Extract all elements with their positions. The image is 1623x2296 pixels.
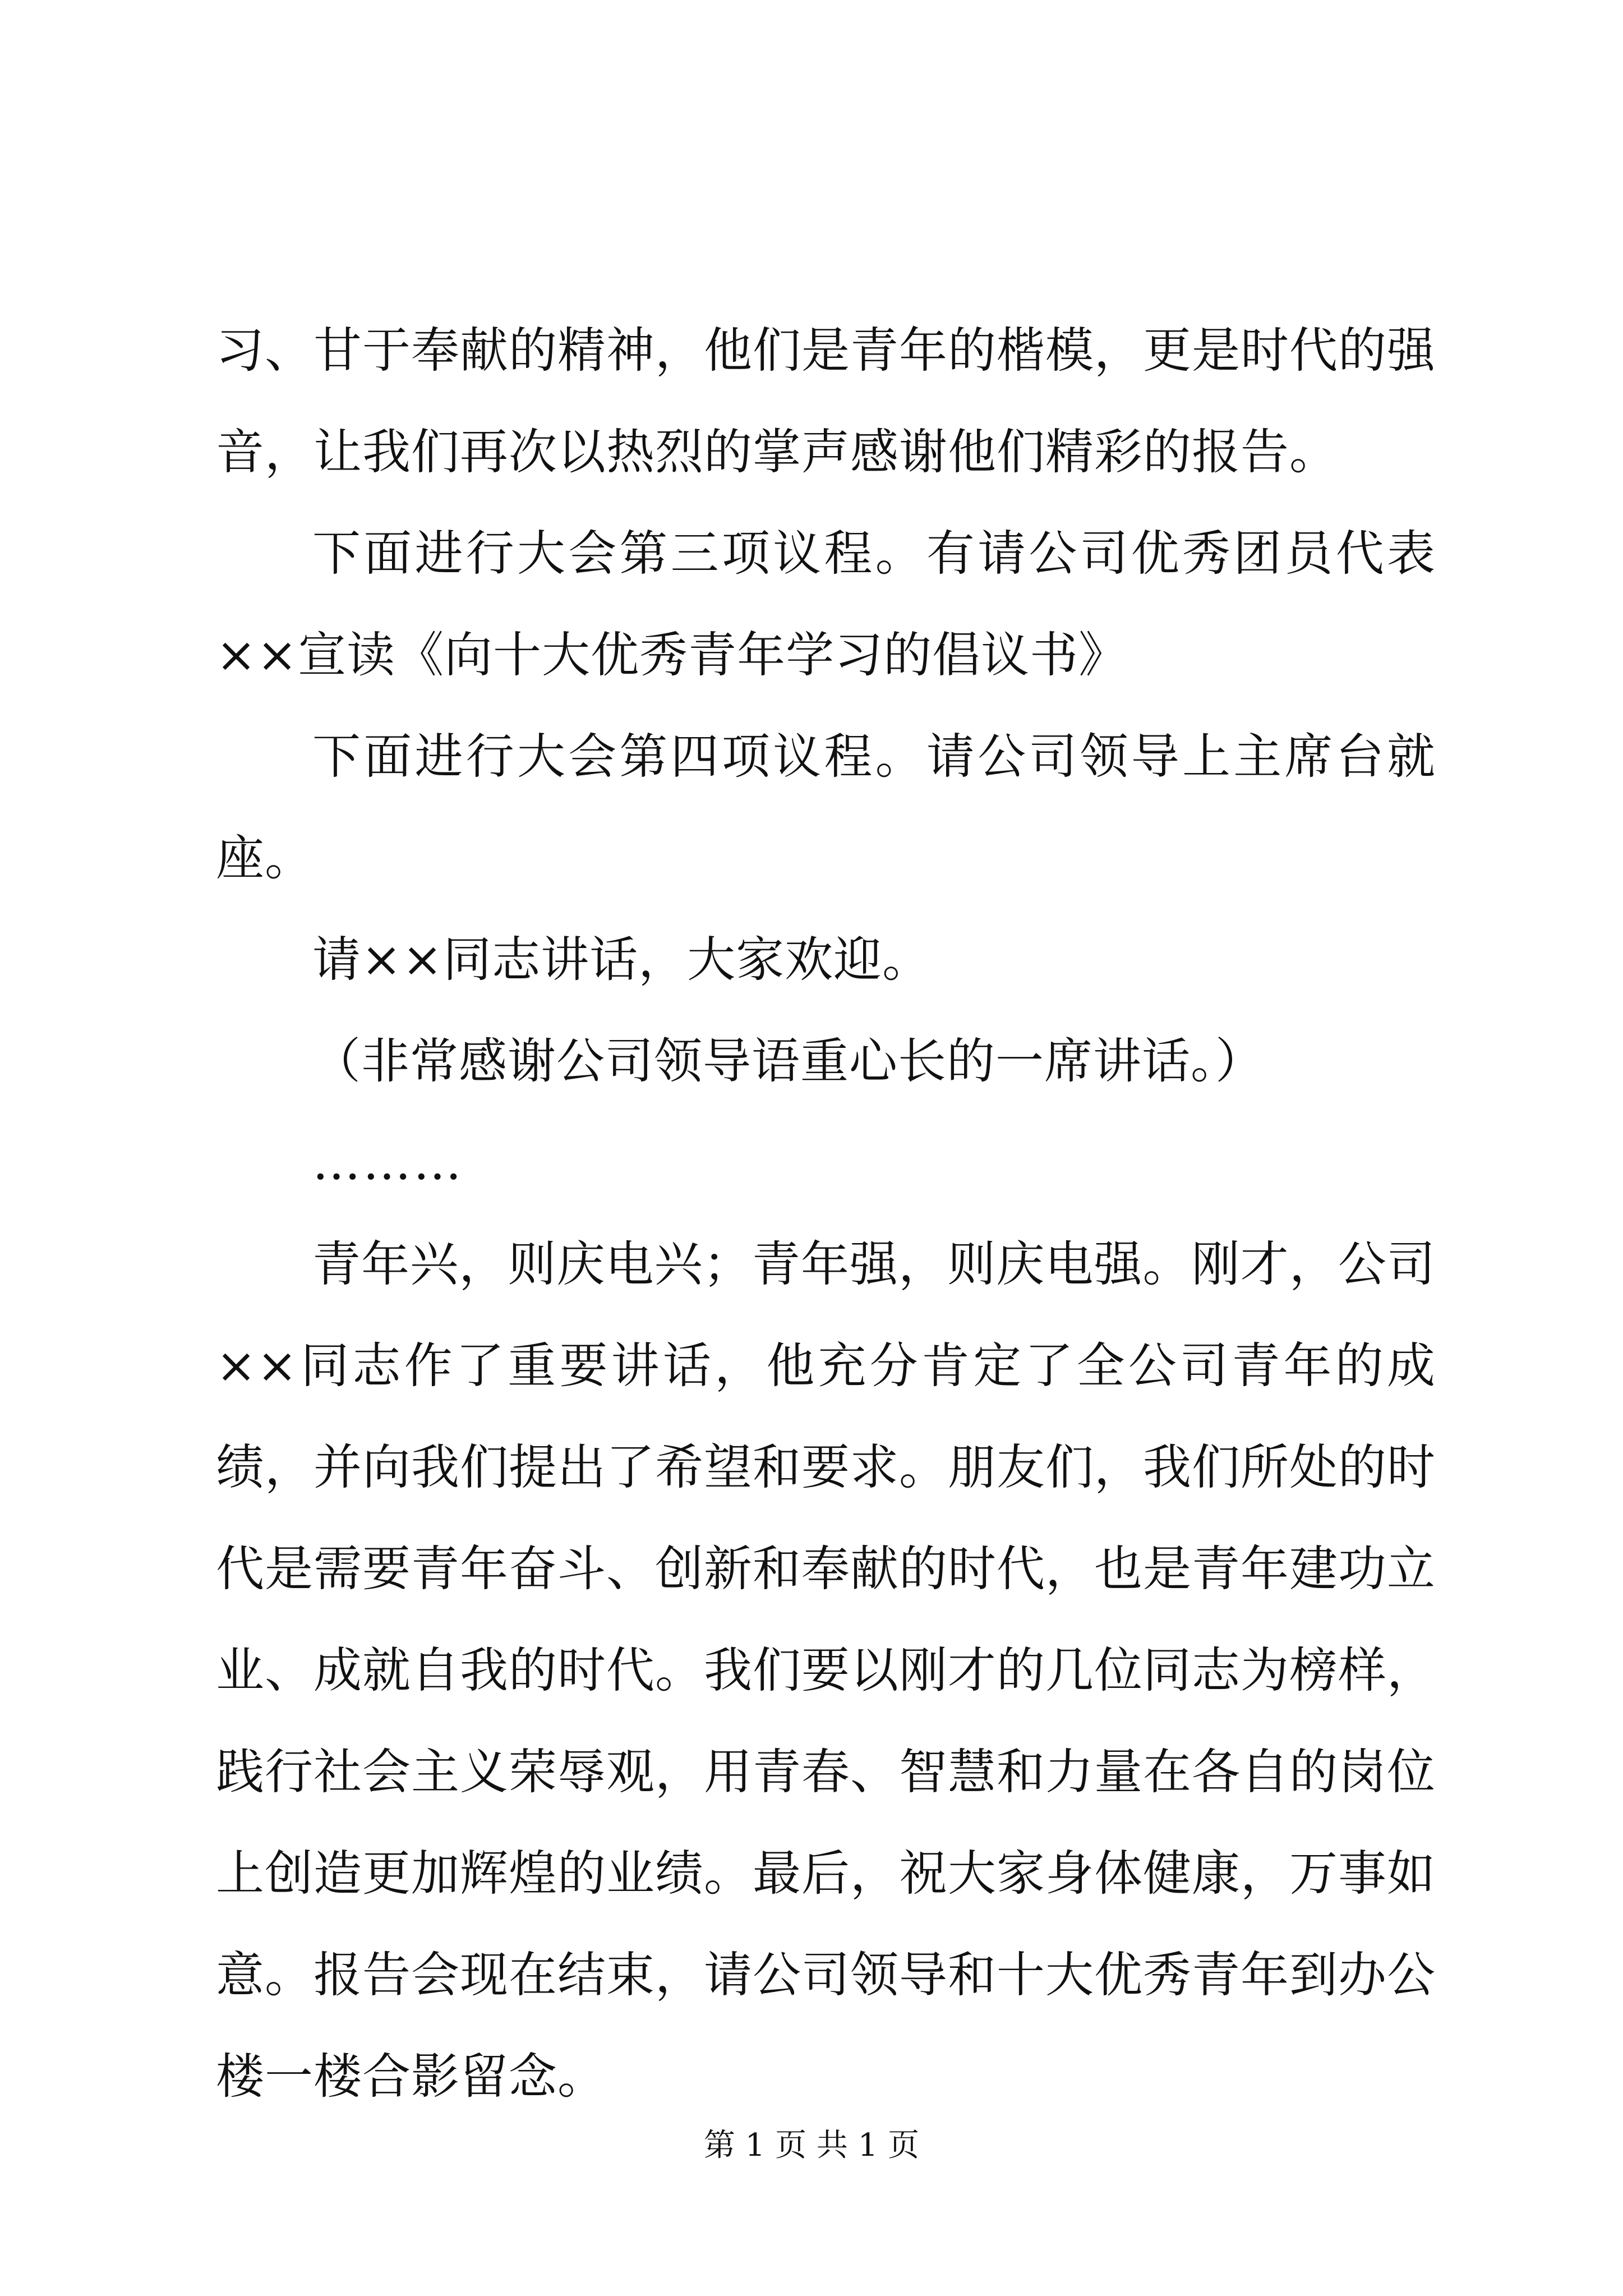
paragraph-2: 下面进行大会第三项议程。有请公司优秀团员代表××宣读《向十大优秀青年学习的倡议书》: [216, 526, 1436, 683]
page-footer: [0, 2126, 1623, 2165]
paragraph-4: 请××同志讲话，大家欢迎。: [312, 932, 932, 988]
paragraph-5: （非常感谢公司领导语重心长的一席讲话。）: [312, 1033, 1264, 1089]
paragraph-3: 下面进行大会第四项议程。请公司领导上主席台就座。: [216, 729, 1436, 886]
document-body: [216, 300, 1436, 2128]
paragraph-closing: 青年兴，则庆电兴；青年强，则庆电强。刚才，公司××同志作了重要讲话，他充分肯定了全公司青年的成绩，并向我们提出了希望和要求。朋友们，我们所处的时代是需要青年奋斗、创新和奉献的时代，也是青年建功立业、成就自我的时代。我们要以刚才的几位同志为榜样，践行社会主义荣辱观，用青春、智慧和力量在各自的岗位上创造更加辉煌的业绩。最后，祝大家身体健康，万事如意。报告会现在结束，请公司领导和十大优秀青年到办公楼一楼合影留念。: [216, 1236, 1436, 2105]
paragraph-ellipsis: ………: [312, 1135, 464, 1191]
page-number-label: 第 1 页 共 1 页: [703, 2127, 920, 2164]
paragraph-1: 习、甘于奉献的精神，他们是青年的楷模，更是时代的强音，让我们再次以热烈的掌声感谢他们精彩的报告。: [216, 323, 1436, 480]
